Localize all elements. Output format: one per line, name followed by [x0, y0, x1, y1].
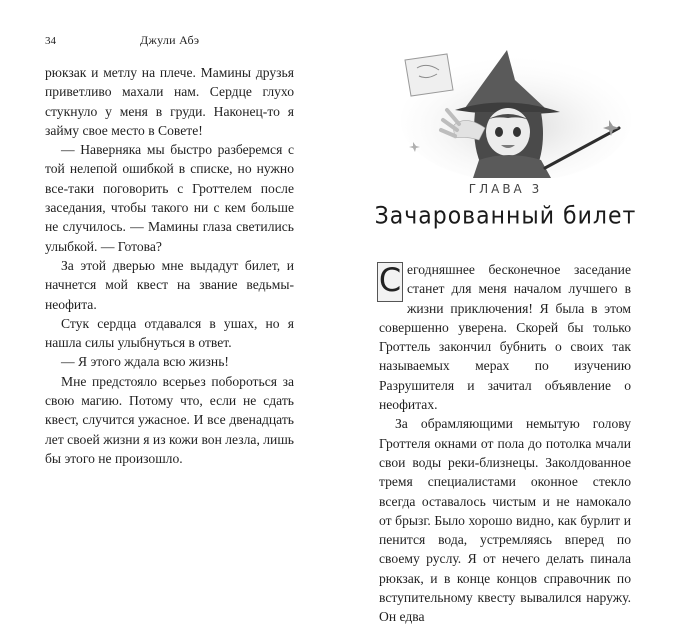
paragraph: За этой дверью мне выдадут билет, и начнется мой квест на звание ведьмы-неофита.: [45, 257, 294, 312]
right-eye: [513, 127, 521, 137]
paragraph-text: егодняшнее бесконечное заседание станет для меня началом лучшего в жизни приключения! Я была в этом совершенно уверена. Скорей бы только Гроттель закончил бубнить о своих так называемых мерах по изучению Разрушителя и зачитал объявление о неофитах.: [379, 262, 631, 413]
running-head-author: Джули Абэ: [140, 33, 200, 47]
paragraph: рюкзак и метлу на плече. Мамины друзья приветливо махали нам. Сердце глухо стукнуло у меня в груди. Наконец-то я займу свое место в Совете!: [45, 65, 294, 138]
paragraph: — Наверняка мы быстро разберемся с той нелепой ошибкой в списке, но нужно все-таки поговорить с Гроттелем после заседания, чтобы такого ни с кем больше не случилось. — Мамины глаза светились улыбкой. — Готова?: [45, 142, 294, 254]
paragraph: — Я этого ждала всю жизнь!: [61, 354, 229, 370]
paragraph: За обрамляющими немытую голову Гроттеля окнами от пола до потолка мчали свои воды реки-близнецы. Заколдованное тремя специалистами оконное стекло всегда оставалось чистым и не намокало от брызг. Было хорошо видно, как бурлит и пенится вода, устремляясь вперед по своему руслу. Я от нечего делать пинала рюкзак, и в конце концов справочник по вступительному квесту вывалился наружу. Он едва: [379, 416, 631, 625]
paragraph: Мне предстояло всерьез побороться за свою магию. Потому что, если не сдать квест, случится ужасное. И все двенадцать лет своей жизни я из кожи вон лезла, лишь бы этого не произошло.: [45, 373, 294, 466]
chapter-title: Зачарованный билет: [374, 203, 637, 230]
page-number: 34: [45, 35, 56, 47]
paragraph: [379, 260, 631, 414]
drop-cap: [377, 262, 403, 302]
left-eye: [495, 127, 503, 137]
right-page: [337, 0, 674, 625]
paragraph: Стук сердца отдавался в ушах, но я нашла силы улыбнуться в ответ.: [45, 315, 294, 351]
right-body-text: [379, 260, 631, 627]
left-page: [0, 0, 337, 535]
chapter-label: ГЛАВА 3: [468, 182, 543, 196]
witch-girl-illustration: [395, 50, 637, 178]
ticket-paper: [405, 54, 453, 96]
left-body-text: [45, 63, 294, 468]
drop-cap-letter: С: [378, 261, 402, 299]
